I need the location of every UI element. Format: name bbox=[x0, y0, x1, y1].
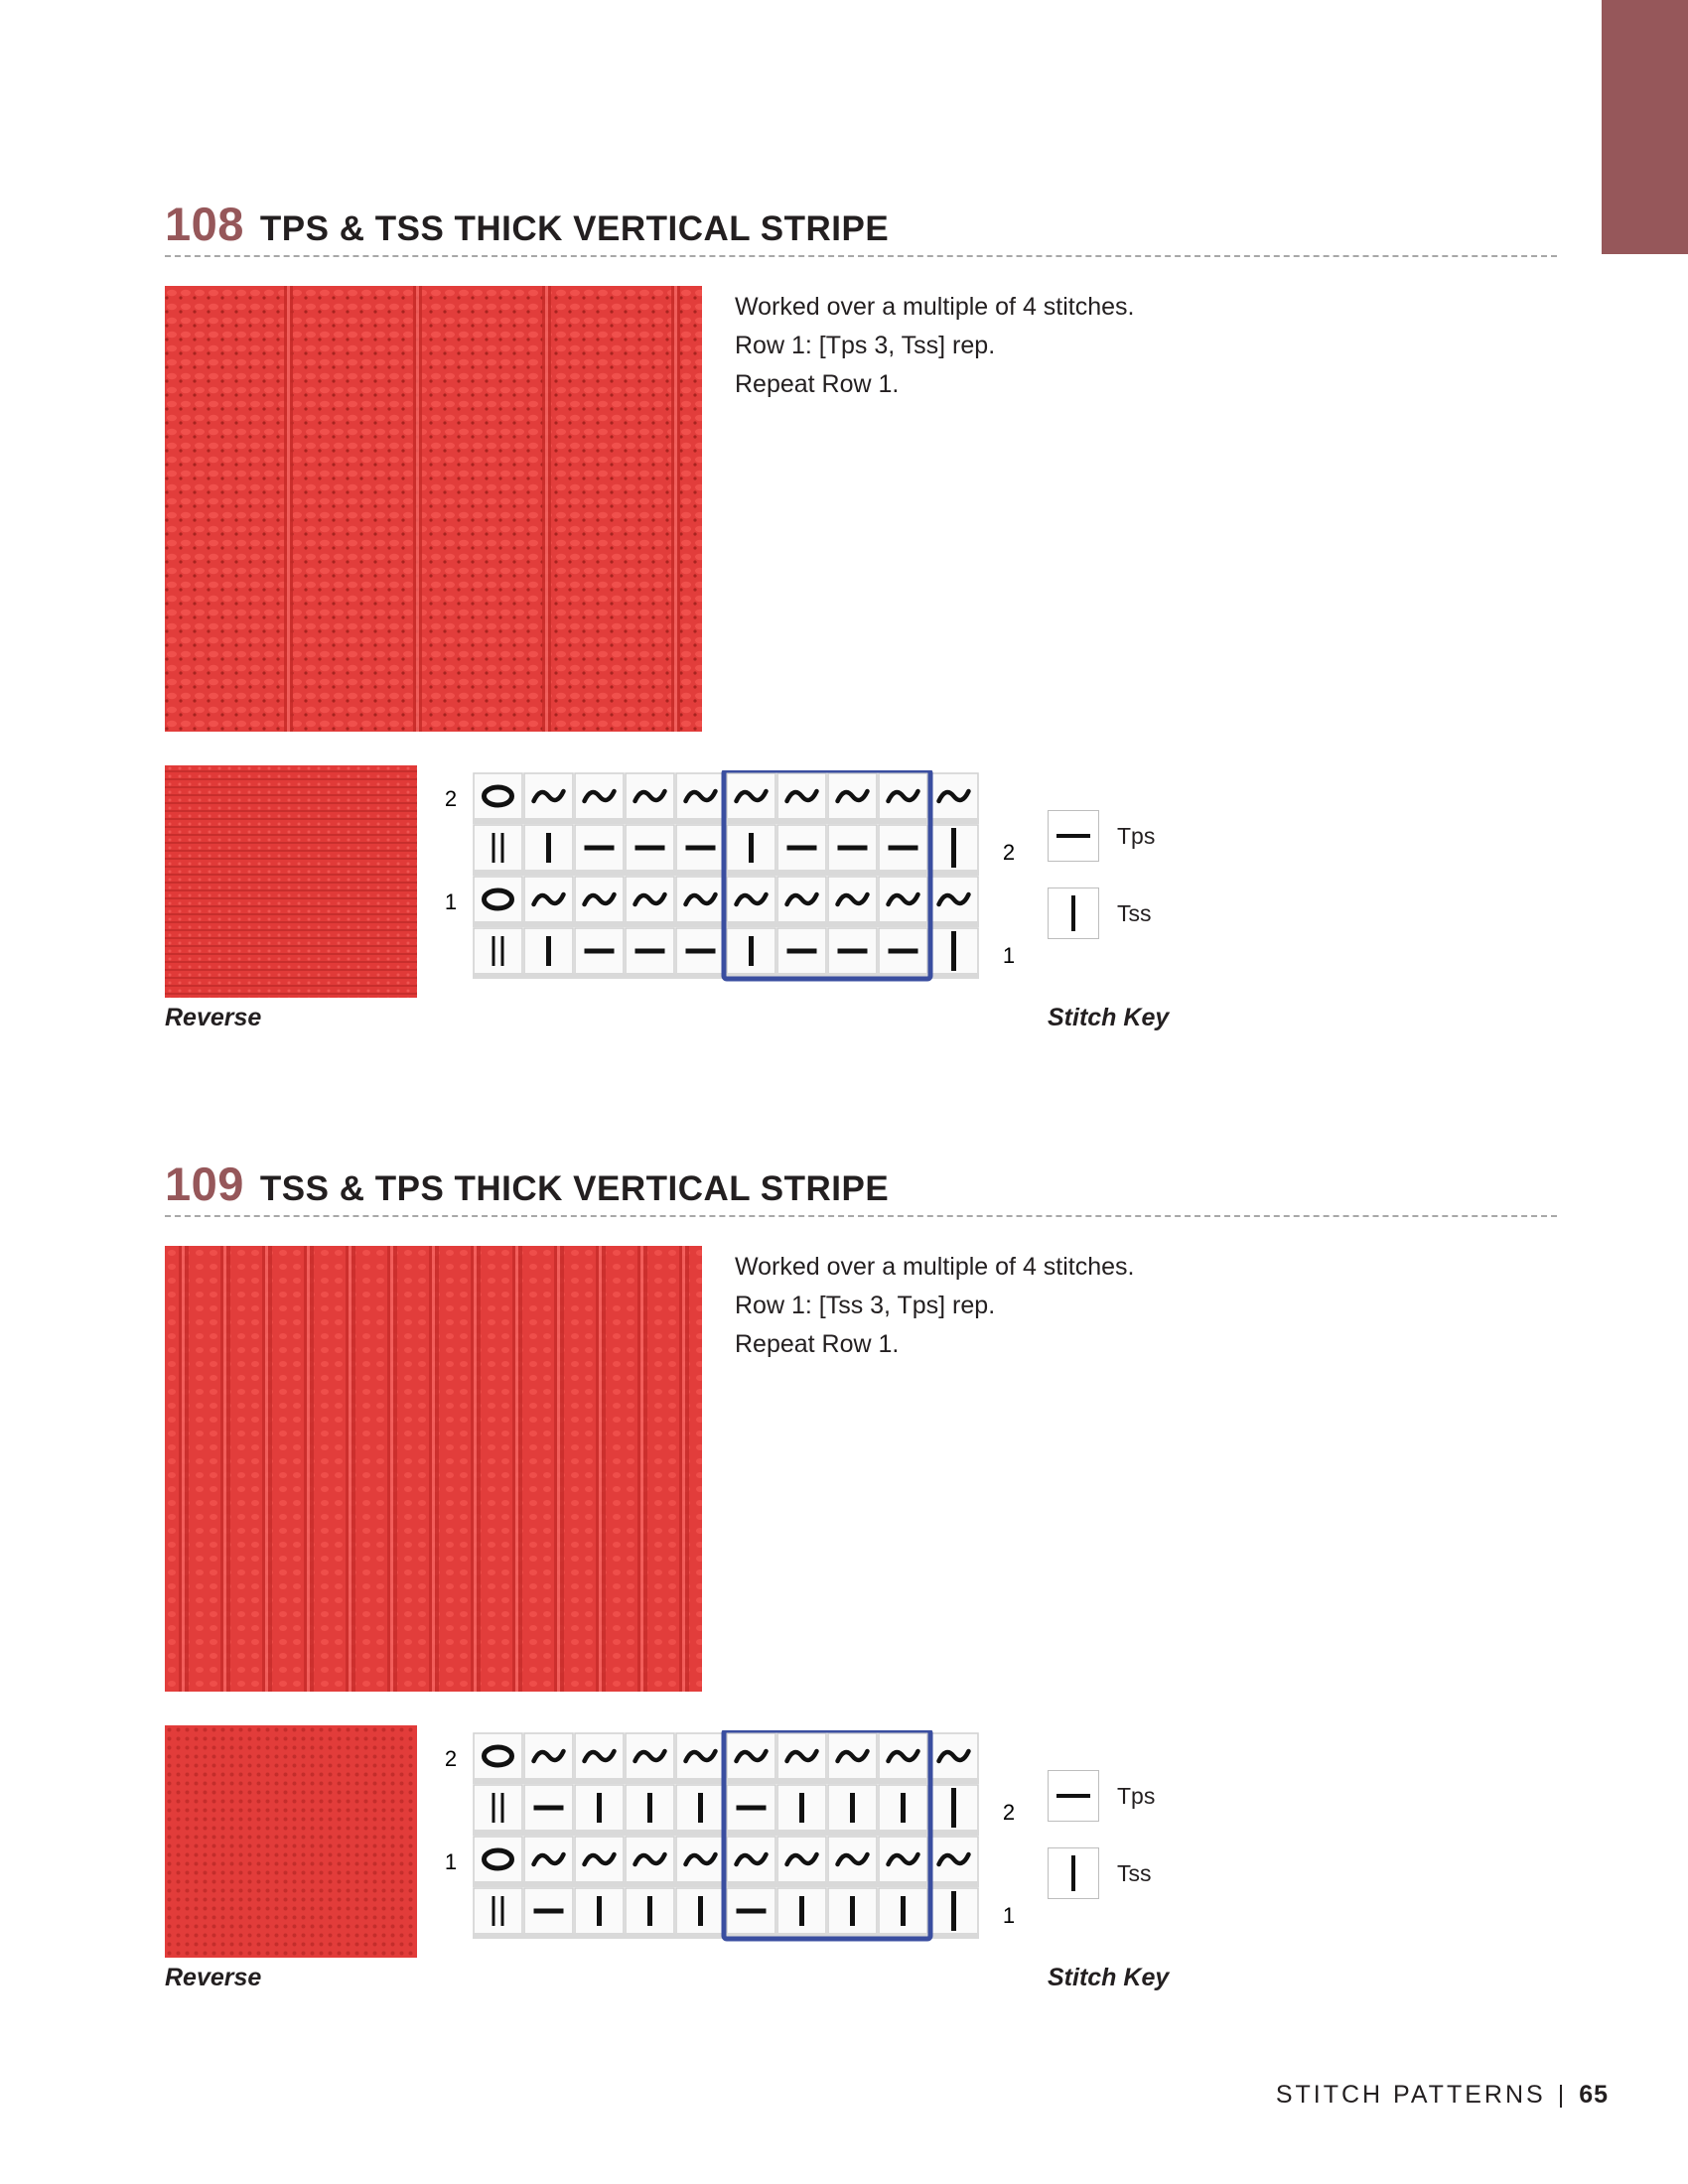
chart-cell bbox=[474, 928, 522, 978]
pattern-instructions bbox=[735, 288, 1135, 404]
pattern-title: TSS & TPS THICK VERTICAL STRIPE bbox=[259, 1169, 890, 1208]
edge-end-symbol bbox=[951, 1788, 956, 1828]
row-number-left: 2 bbox=[444, 1746, 458, 1771]
instruction-line: Worked over a multiple of 4 stitches. bbox=[735, 293, 1135, 321]
instruction-line: Row 1: [Tss 3, Tps] rep. bbox=[735, 1292, 996, 1319]
tps-symbol-icon bbox=[1048, 810, 1099, 862]
chart-cell bbox=[474, 825, 522, 875]
stitch-chart bbox=[433, 1730, 1019, 1959]
tps-symbol bbox=[686, 949, 716, 954]
key-label: Tss bbox=[1117, 1859, 1152, 1886]
tss-symbol bbox=[850, 1896, 855, 1926]
key-item-tss bbox=[1048, 1847, 1152, 1899]
tps-symbol bbox=[534, 1909, 564, 1914]
stitch-key bbox=[1048, 1770, 1306, 1969]
tss-symbol bbox=[546, 936, 551, 966]
chart-svg bbox=[433, 1730, 1019, 1959]
chart-cell bbox=[474, 773, 522, 823]
pattern-heading bbox=[165, 1157, 889, 1211]
chart-cell bbox=[474, 1785, 522, 1835]
tps-symbol bbox=[737, 1806, 767, 1811]
footer-separator: | bbox=[1557, 2081, 1568, 2109]
dashed-divider bbox=[165, 255, 1557, 257]
edge-end-symbol bbox=[951, 828, 956, 868]
instruction-line: Repeat Row 1. bbox=[735, 370, 900, 398]
chart-cell bbox=[474, 1837, 522, 1886]
edge-stitch-symbol bbox=[501, 936, 504, 966]
tps-symbol bbox=[838, 949, 868, 954]
edge-stitch-symbol bbox=[501, 1793, 504, 1823]
chart-cell bbox=[474, 1733, 522, 1783]
stitch-chart bbox=[433, 770, 1019, 999]
dashed-divider bbox=[165, 1215, 1557, 1217]
pattern-number: 109 bbox=[165, 1158, 244, 1210]
tss-symbol bbox=[698, 1793, 703, 1823]
edge-stitch-symbol bbox=[501, 833, 504, 863]
row-number-left: 1 bbox=[444, 889, 458, 914]
edge-stitch-symbol bbox=[492, 833, 495, 863]
tss-symbol bbox=[799, 1793, 804, 1823]
key-item-tss bbox=[1048, 887, 1152, 939]
instruction-line: Repeat Row 1. bbox=[735, 1330, 900, 1358]
edge-end-symbol bbox=[951, 931, 956, 971]
tps-symbol bbox=[686, 846, 716, 851]
page-number: 65 bbox=[1579, 2081, 1609, 2109]
tss-symbol bbox=[799, 1896, 804, 1926]
key-item-tps bbox=[1048, 1770, 1155, 1822]
page-footer bbox=[1276, 2081, 1609, 2110]
tss-symbol bbox=[546, 833, 551, 863]
key-label: Tps bbox=[1117, 1782, 1156, 1809]
chart-cell bbox=[474, 1888, 522, 1938]
row-number-right: 2 bbox=[1002, 1800, 1016, 1825]
edge-end-symbol bbox=[951, 1891, 956, 1931]
key-label: Tps bbox=[1117, 822, 1156, 849]
tps-symbol bbox=[534, 1806, 564, 1811]
row-number-left: 1 bbox=[444, 1849, 458, 1874]
edge-stitch-symbol bbox=[501, 1896, 504, 1926]
pattern-number: 108 bbox=[165, 198, 244, 250]
tss-symbol bbox=[698, 1896, 703, 1926]
row-number-right: 1 bbox=[1002, 943, 1016, 968]
pattern-instructions bbox=[735, 1248, 1135, 1364]
pattern-heading bbox=[165, 197, 889, 251]
tss-symbol-icon bbox=[1048, 1847, 1099, 1899]
stitch-key bbox=[1048, 810, 1306, 1009]
instruction-line: Worked over a multiple of 4 stitches. bbox=[735, 1253, 1135, 1281]
tss-symbol bbox=[647, 1793, 652, 1823]
tss-symbol bbox=[749, 833, 754, 863]
instruction-line: Row 1: [Tps 3, Tss] rep. bbox=[735, 332, 996, 359]
tps-symbol bbox=[585, 846, 615, 851]
tps-symbol bbox=[787, 949, 817, 954]
tps-symbol bbox=[889, 949, 918, 954]
row-number-left: 2 bbox=[444, 786, 458, 811]
row-number-right: 1 bbox=[1002, 1903, 1016, 1928]
key-label: Tss bbox=[1117, 899, 1152, 926]
stitch-key-title: Stitch Key bbox=[1048, 1964, 1170, 1991]
tps-symbol-icon bbox=[1048, 1770, 1099, 1822]
tss-symbol bbox=[901, 1793, 906, 1823]
tps-symbol bbox=[635, 846, 665, 851]
chart-cell bbox=[474, 877, 522, 926]
tps-symbol bbox=[585, 949, 615, 954]
tps-symbol bbox=[635, 949, 665, 954]
tss-symbol bbox=[597, 1896, 602, 1926]
tss-symbol bbox=[597, 1793, 602, 1823]
tss-symbol bbox=[647, 1896, 652, 1926]
tss-symbol bbox=[749, 936, 754, 966]
footer-section-title: STITCH PATTERNS bbox=[1275, 2081, 1546, 2109]
edge-stitch-symbol bbox=[492, 936, 495, 966]
chapter-tab-marker bbox=[1602, 0, 1688, 254]
tps-symbol bbox=[787, 846, 817, 851]
reverse-swatch-photo bbox=[165, 1725, 417, 1958]
stitch-key-title: Stitch Key bbox=[1048, 1004, 1170, 1031]
reverse-caption: Reverse bbox=[165, 1964, 262, 1991]
tss-symbol bbox=[850, 1793, 855, 1823]
reverse-caption: Reverse bbox=[165, 1004, 262, 1031]
chart-svg bbox=[433, 770, 1019, 999]
tss-symbol-icon bbox=[1048, 887, 1099, 939]
swatch-photo bbox=[165, 286, 702, 732]
tps-symbol bbox=[889, 846, 918, 851]
edge-stitch-symbol bbox=[492, 1793, 495, 1823]
pattern-title: TPS & TSS THICK VERTICAL STRIPE bbox=[259, 209, 890, 248]
key-item-tps bbox=[1048, 810, 1155, 862]
row-number-right: 2 bbox=[1002, 840, 1016, 865]
reverse-swatch-photo bbox=[165, 765, 417, 998]
tss-symbol bbox=[901, 1896, 906, 1926]
swatch-photo bbox=[165, 1246, 702, 1692]
tps-symbol bbox=[737, 1909, 767, 1914]
tps-symbol bbox=[838, 846, 868, 851]
edge-stitch-symbol bbox=[492, 1896, 495, 1926]
